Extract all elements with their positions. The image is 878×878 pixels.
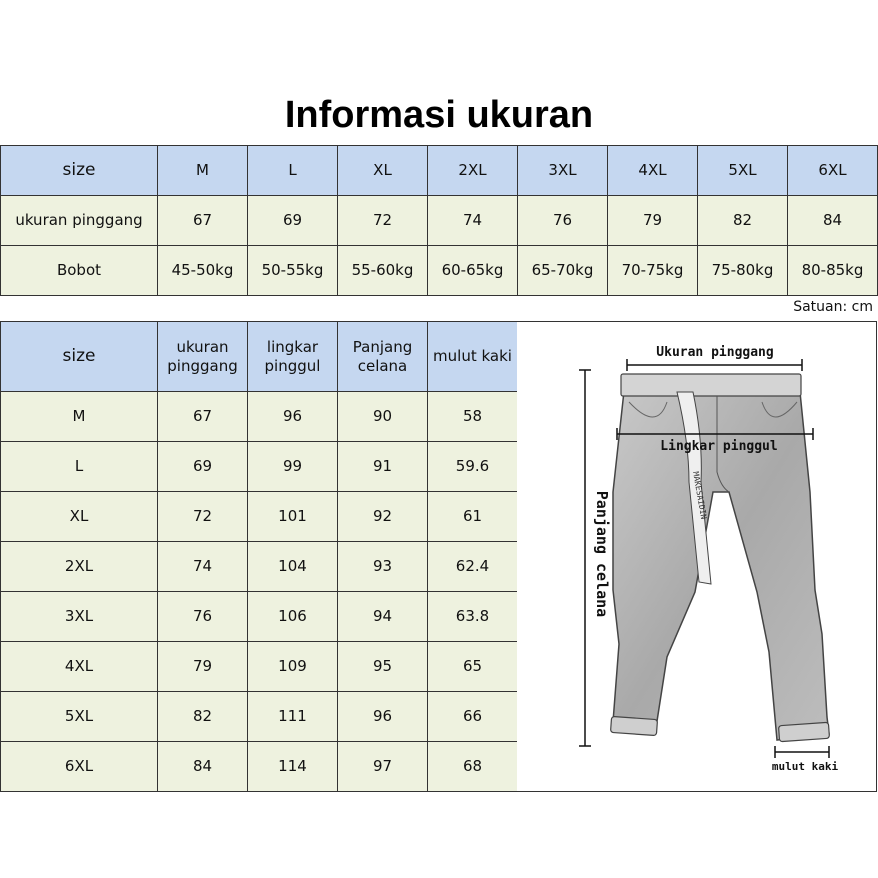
table-row <box>1 542 518 592</box>
row-label: L <box>1 442 158 492</box>
size-weight-table <box>0 145 878 296</box>
row-label: Bobot <box>1 246 158 296</box>
table-cell: 75-80kg <box>698 246 788 296</box>
header-cell: size <box>1 322 158 392</box>
jeans-illustration-icon <box>517 322 877 793</box>
size-measurement-table <box>0 321 518 792</box>
table-row <box>1 742 518 792</box>
table-cell: 65-70kg <box>518 246 608 296</box>
table-header-row <box>1 322 518 392</box>
table-cell: 70-75kg <box>608 246 698 296</box>
table-row <box>1 592 518 642</box>
table-cell: 94 <box>338 592 428 642</box>
table-cell: 66 <box>428 692 518 742</box>
table-cell: 91 <box>338 442 428 492</box>
table-cell: 111 <box>248 692 338 742</box>
table-cell: 67 <box>158 196 248 246</box>
table-cell: 50-55kg <box>248 246 338 296</box>
header-cell: L <box>248 146 338 196</box>
table-cell: 58 <box>428 392 518 442</box>
row-label: 5XL <box>1 692 158 742</box>
table-cell: 96 <box>248 392 338 442</box>
page-title: Informasi ukuran <box>284 94 594 136</box>
table-cell: 69 <box>248 196 338 246</box>
table-cell: 82 <box>698 196 788 246</box>
table-row <box>1 642 518 692</box>
row-label: 2XL <box>1 542 158 592</box>
header-cell: XL <box>338 146 428 196</box>
table-cell: 95 <box>338 642 428 692</box>
table-cell: 69 <box>158 442 248 492</box>
table-cell: 59.6 <box>428 442 518 492</box>
hip-label: Lingkar pinggul <box>660 439 778 454</box>
header-cell: lingkar pinggul <box>248 322 338 392</box>
table-cell: 60-65kg <box>428 246 518 296</box>
header-cell: 2XL <box>428 146 518 196</box>
row-label: 3XL <box>1 592 158 642</box>
table-cell: 63.8 <box>428 592 518 642</box>
header-cell: 5XL <box>698 146 788 196</box>
table-cell: 55-60kg <box>338 246 428 296</box>
table-cell: 99 <box>248 442 338 492</box>
table-cell: 106 <box>248 592 338 642</box>
table-cell: 68 <box>428 742 518 792</box>
table-cell: 101 <box>248 492 338 542</box>
table-cell: 65 <box>428 642 518 692</box>
table-cell: 82 <box>158 692 248 742</box>
table-cell: 74 <box>158 542 248 592</box>
unit-note: Satuan: cm <box>793 299 873 315</box>
table-cell: 74 <box>428 196 518 246</box>
table-cell: 79 <box>608 196 698 246</box>
table-cell: 84 <box>158 742 248 792</box>
table-row <box>1 492 518 542</box>
waist-label: Ukuran pinggang <box>656 345 774 360</box>
table-row <box>1 442 518 492</box>
table-cell: 96 <box>338 692 428 742</box>
table-cell: 80-85kg <box>788 246 878 296</box>
table-row <box>1 392 518 442</box>
table-cell: 76 <box>158 592 248 642</box>
table-cell: 67 <box>158 392 248 442</box>
header-cell: Panjang celana <box>338 322 428 392</box>
header-cell: 4XL <box>608 146 698 196</box>
table-cell: 90 <box>338 392 428 442</box>
row-label: ukuran pinggang <box>1 196 158 246</box>
row-label: 6XL <box>1 742 158 792</box>
header-cell: M <box>158 146 248 196</box>
table-cell: 72 <box>158 492 248 542</box>
table-cell: 104 <box>248 542 338 592</box>
row-label: 4XL <box>1 642 158 692</box>
row-label: M <box>1 392 158 442</box>
table-cell: 114 <box>248 742 338 792</box>
table-cell: 97 <box>338 742 428 792</box>
left-cuff-shape <box>610 716 657 735</box>
header-cell: mulut kaki <box>428 322 518 392</box>
header-cell: size <box>1 146 158 196</box>
table-cell: 79 <box>158 642 248 692</box>
length-label: Panjang celana <box>593 490 611 618</box>
right-cuff-shape <box>779 722 830 741</box>
table-header-row <box>1 146 878 196</box>
table-cell: 76 <box>518 196 608 246</box>
waistband-shape <box>621 374 801 396</box>
table-row <box>1 692 518 742</box>
row-label: XL <box>1 492 158 542</box>
table-cell: 45-50kg <box>158 246 248 296</box>
jeans-illustration-panel <box>517 321 877 792</box>
jeans-body-shape <box>613 382 829 740</box>
table-cell: 72 <box>338 196 428 246</box>
table-cell: 109 <box>248 642 338 692</box>
table-cell: 93 <box>338 542 428 592</box>
header-cell: ukuran pinggang <box>158 322 248 392</box>
hem-label: mulut kaki <box>771 760 839 773</box>
header-cell: 3XL <box>518 146 608 196</box>
table-cell: 61 <box>428 492 518 542</box>
belt-text: MAKESAIDIN <box>691 470 709 520</box>
table-cell: 62.4 <box>428 542 518 592</box>
table-cell: 84 <box>788 196 878 246</box>
table-row <box>1 246 878 296</box>
header-cell: 6XL <box>788 146 878 196</box>
table-cell: 92 <box>338 492 428 542</box>
table-row <box>1 196 878 246</box>
